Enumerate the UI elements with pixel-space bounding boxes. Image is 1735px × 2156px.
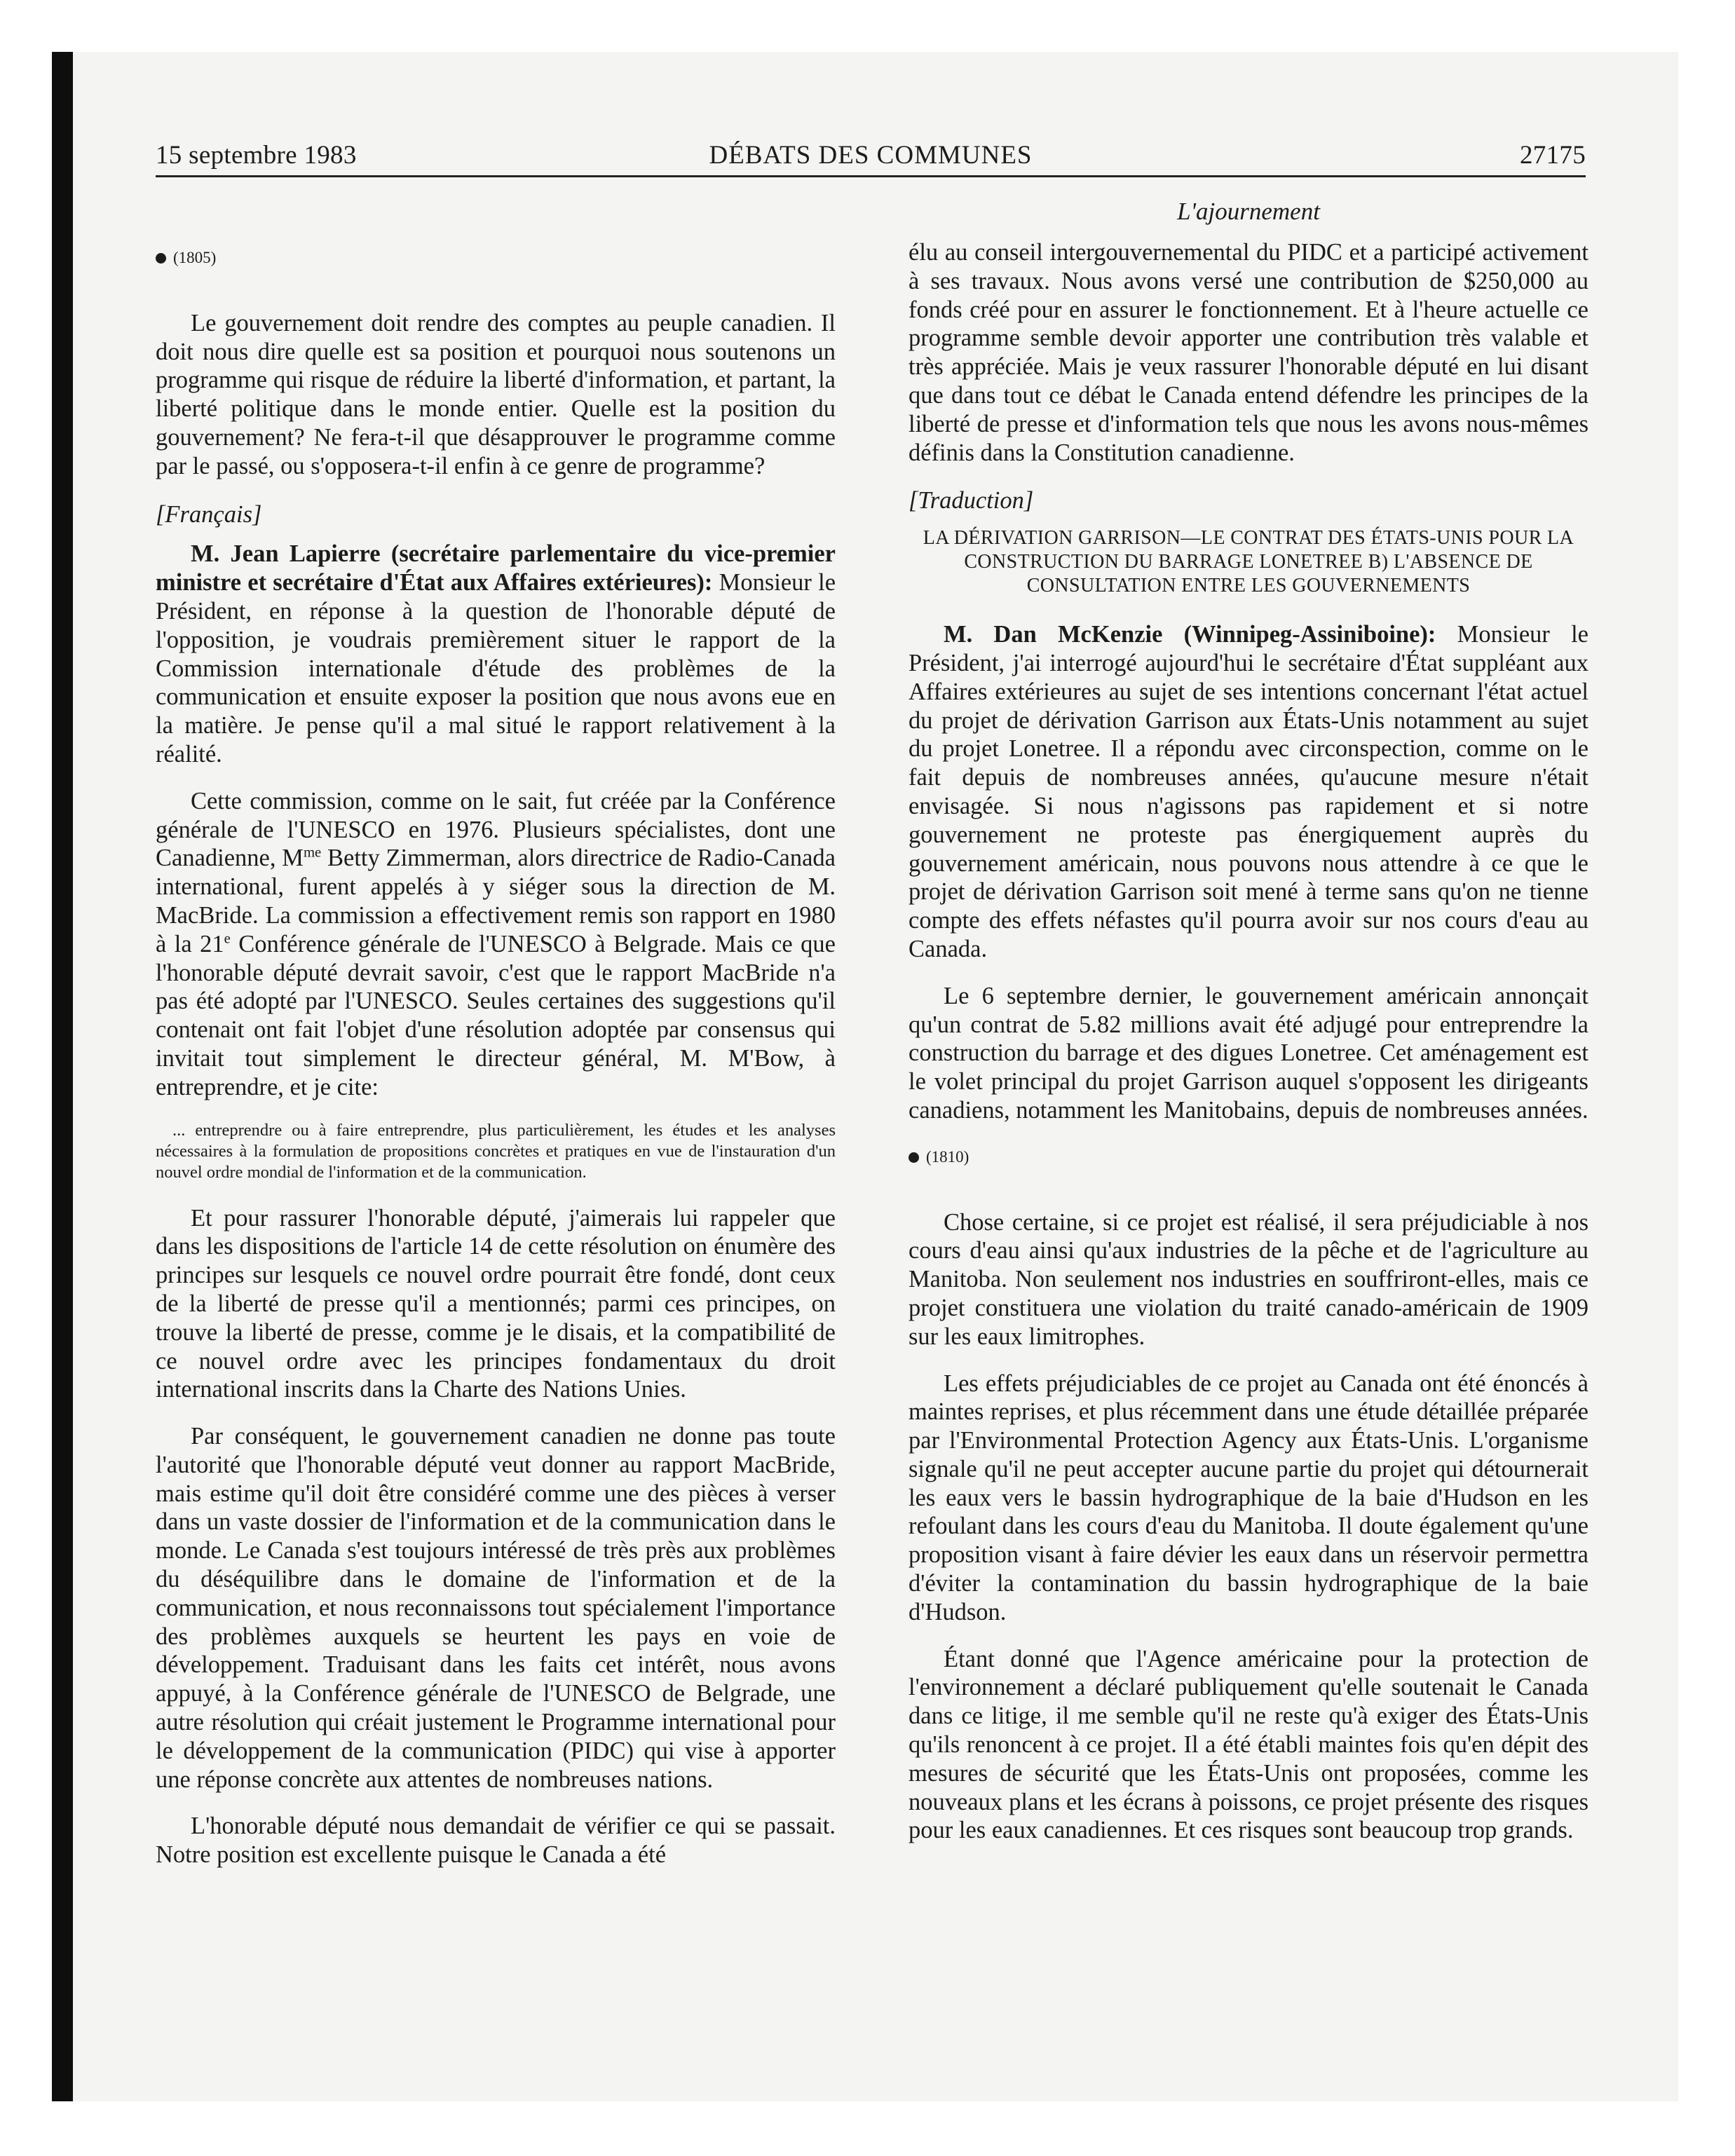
header-date: 15 septembre 1983 (156, 141, 357, 170)
bullet-icon (156, 253, 166, 264)
paragraph: Chose certaine, si ce projet est réalisé, il sera préjudiciable à nos cours d'eau ainsi qu'aux industries de la pêche et de l'agriculture au Manitoba. Non seulement nos industries en souffriront-elles, mais ce projet constituera une violation du traité canado-américain de 1909 sur les eaux limitrophes. (909, 1208, 1588, 1350)
timestamp-text: (1810) (926, 1147, 969, 1166)
paragraph: Étant donné que l'Agence américaine pour la protection de l'environnement a déclaré publiquement qu'elle soutenait le Canada dans ce litige, il me semble qu'il ne reste qu'à exiger des États-Unis qu'ils renoncent à ce projet. Il a été établi maintes fois qu'en dépit des mesures de sécurité que les États-Unis ont proposées, comme les nouveaux plans et les écrans à poissons, ce projet présente des risques pour les eaux canadiennes. Et ces risques sont beaucoup trop grands. (909, 1645, 1588, 1844)
speech-paragraph (909, 620, 1588, 964)
right-column (909, 238, 1588, 1863)
language-tag: [Traduction] (909, 487, 1034, 514)
left-column (156, 238, 836, 1888)
timestamp-marker (156, 244, 836, 273)
language-tag: [Français] (156, 500, 262, 528)
speech-text: Monsieur le Président, j'ai interrogé aujourd'hui le secrétaire d'État suppléant aux Affaires extérieures au sujet de ses intentions concernant l'état actuel du projet de dérivation Garrison aux États-Unis notamment au sujet du projet Lonetree. Il a répondu avec circonspection, comme on le fait depuis de nombreuses années, qu'aucune mesure n'était envisagée. Si nous n'agissons pas rapidement et si notre gouvernement ne proteste pas énergiquement auprès du gouvernement américain, nous pouvons nous attendre à ce que le projet de dérivation Garrison soit mené à terme sans qu'on ne tienne compte des effets néfastes qu'il pourra avoir sur nos cours d'eau au Canada. (909, 621, 1588, 962)
header-rule (156, 175, 1586, 177)
paragraph: Par conséquent, le gouvernement canadien ne donne pas toute l'autorité que l'honorable député veut donner au rapport MacBride, mais estime qu'il doit être considéré comme une des pièces à verser dans un vaste dossier de l'information et de la communication dans le monde. Le Canada s'est toujours intéressé de très près aux problèmes du déséquilibre dans le domaine de l'information et de la communication, et nous reconnaissons tout spécialement l'importance des problèmes auxquels se heurtent les pays en voie de développement. Traduisant dans les faits cet intérêt, nous avons appuyé, à la Conférence générale de l'UNESCO de Belgrade, une autre résolution qui créait justement le Programme international pour le développement de la communication (PIDC) qui vise à apporter une réponse concrète aux attentes de nombreuses nations. (156, 1423, 836, 1793)
paragraph-text: Conférence générale de l'UNESCO à Belgrade. Mais ce que l'honorable député devrait savoir, c'est que le rapport MacBride n'a pas été adopté par l'UNESCO. Seules certaines des suggestions qu'il contenait ont fait l'objet d'une résolution adoptée par consensus qui invitait tout simplement le directeur général, M. M'Bow, à entreprendre, et je cite: (156, 930, 836, 1100)
block-quote: ... entreprendre ou à faire entreprendre, plus particulièrement, les études et les analyses nécessaires à la formulation de propositions concrètes et pratiques en vue de l'instauration d'un nouvel ordre mondial de l'information et de la communication. (156, 1120, 836, 1182)
speech-paragraph (156, 540, 836, 768)
document-page (156, 0, 1586, 2156)
bullet-icon (909, 1152, 919, 1163)
running-head: L'ajournement (1177, 198, 1320, 225)
paragraph: Le gouvernement doit rendre des comptes au peuple canadien. Il doit nous dire quelle est sa position et pourquoi nous soutenons un programme qui risque de réduire la liberté d'information, et partant, la liberté politique dans le monde entier. Quelle est la position du gouvernement? Ne fera-t-il que désapprouver le programme comme par le passé, ou s'opposera-t-il enfin à ce genre de programme? (156, 309, 836, 479)
paragraph (156, 787, 836, 1102)
paragraph: L'honorable député nous demandait de vérifier ce qui se passait. Notre position est excellente puisque le Canada a été (156, 1813, 836, 1869)
header-page-number: 27175 (1520, 141, 1586, 170)
paragraph: Et pour rassurer l'honorable député, j'aimerais lui rappeler que dans les dispositions de l'article 14 de cette résolution on énumère des principes sur lesquels ce nouvel ordre pourrait être fondé, dont ceux de la liberté de presse qu'il a mentionnés; parmi ces principes, on trouve la liberté de presse, comme je le disais, et la compatibilité de ce nouvel ordre avec les principes fondamentaux du droit international inscrits dans la Charte des Nations Unies. (156, 1204, 836, 1403)
paragraph: élu au conseil intergouvernemental du PIDC et a participé activement à ses travaux. Nous avons versé une contribution de $250,000 au fonds créé pour en assurer le fonctionnement. Et à l'heure actuelle ce programme semble devoir apporter une contribution très valable et très appréciée. Mais je veux rassurer l'honorable député en lui disant que dans tout ce débat le Canada entend défendre les principes de la liberté de presse et d'information tels que nous les avons nous-mêmes définis dans la Constitution canadienne. (909, 239, 1588, 466)
paragraph: Les effets préjudiciables de ce projet au Canada ont été énoncés à maintes reprises, et plus récemment dans une étude détaillée préparée par l'Environmental Protection Agency aux États-Unis. L'organisme signale qu'il ne peut accepter aucune partie du projet qui détournerait les eaux vers le bassin hydrographique de la baie d'Hudson en les refoulant dans les cours d'eau du Manitoba. Il doute également qu'une proposition visant à faire dévier les eaux dans un réservoir permettra d'éviter la contamination du bassin hydrographique de la baie d'Hudson. (909, 1370, 1588, 1625)
paragraph-text: Cette commission, comme on le sait, fut créée par la Conférence générale de l'UNESCO en 1976. Plusieurs spécialistes, dont une Canadienne, M (156, 787, 836, 872)
section-heading: LA DÉRIVATION GARRISON—LE CONTRAT DES ÉTATS-UNIS POUR LA CONSTRUCTION DU BARRAGE LONETREE B) L'ABSENCE DE CONSULTATION ENTRE LES GOUVERNEMENTS (923, 527, 1574, 597)
header-title: DÉBATS DES COMMUNES (709, 141, 1033, 170)
paragraph: Le 6 septembre dernier, le gouvernement américain annonçait qu'un contrat de 5.82 millions avait été adjugé pour entreprendre la construction du barrage et des digues Lonetree. Cet aménagement est le volet principal du projet Garrison auquel s'opposent les dirigeants canadiens, notamment les Manitobains, depuis de nombreuses années. (909, 982, 1588, 1124)
speaker-name: M. Jean Lapierre (secrétaire parlementaire du vice-premier ministre et secrétaire d'État aux Affaires extérieures): (156, 540, 836, 596)
timestamp-text: (1805) (173, 249, 217, 266)
timestamp-marker (909, 1143, 1588, 1172)
paragraph-text: Betty Zimmerman, alors directrice de Radio-Canada international, furent appelés à y siéger sous la direction de M. MacBride. La commission a effectivement remis son rapport en 1980 à la 21 (156, 845, 836, 957)
speech-text: Monsieur le Président, en réponse à la question de l'honorable député de l'opposition, je voudrais premièrement situer le rapport de la Commission internationale d'étude des problèmes de la communication et ensuite exposer la position que nous avons eue en la matière. Je pense qu'il a mal situé le rapport relativement à la réalité. (156, 569, 836, 767)
superscript: e (224, 931, 231, 947)
speaker-name: M. Dan McKenzie (Winnipeg-Assiniboine): (944, 621, 1436, 648)
page-header (156, 140, 1586, 179)
superscript: me (303, 845, 322, 861)
binding-edge (52, 52, 73, 2101)
